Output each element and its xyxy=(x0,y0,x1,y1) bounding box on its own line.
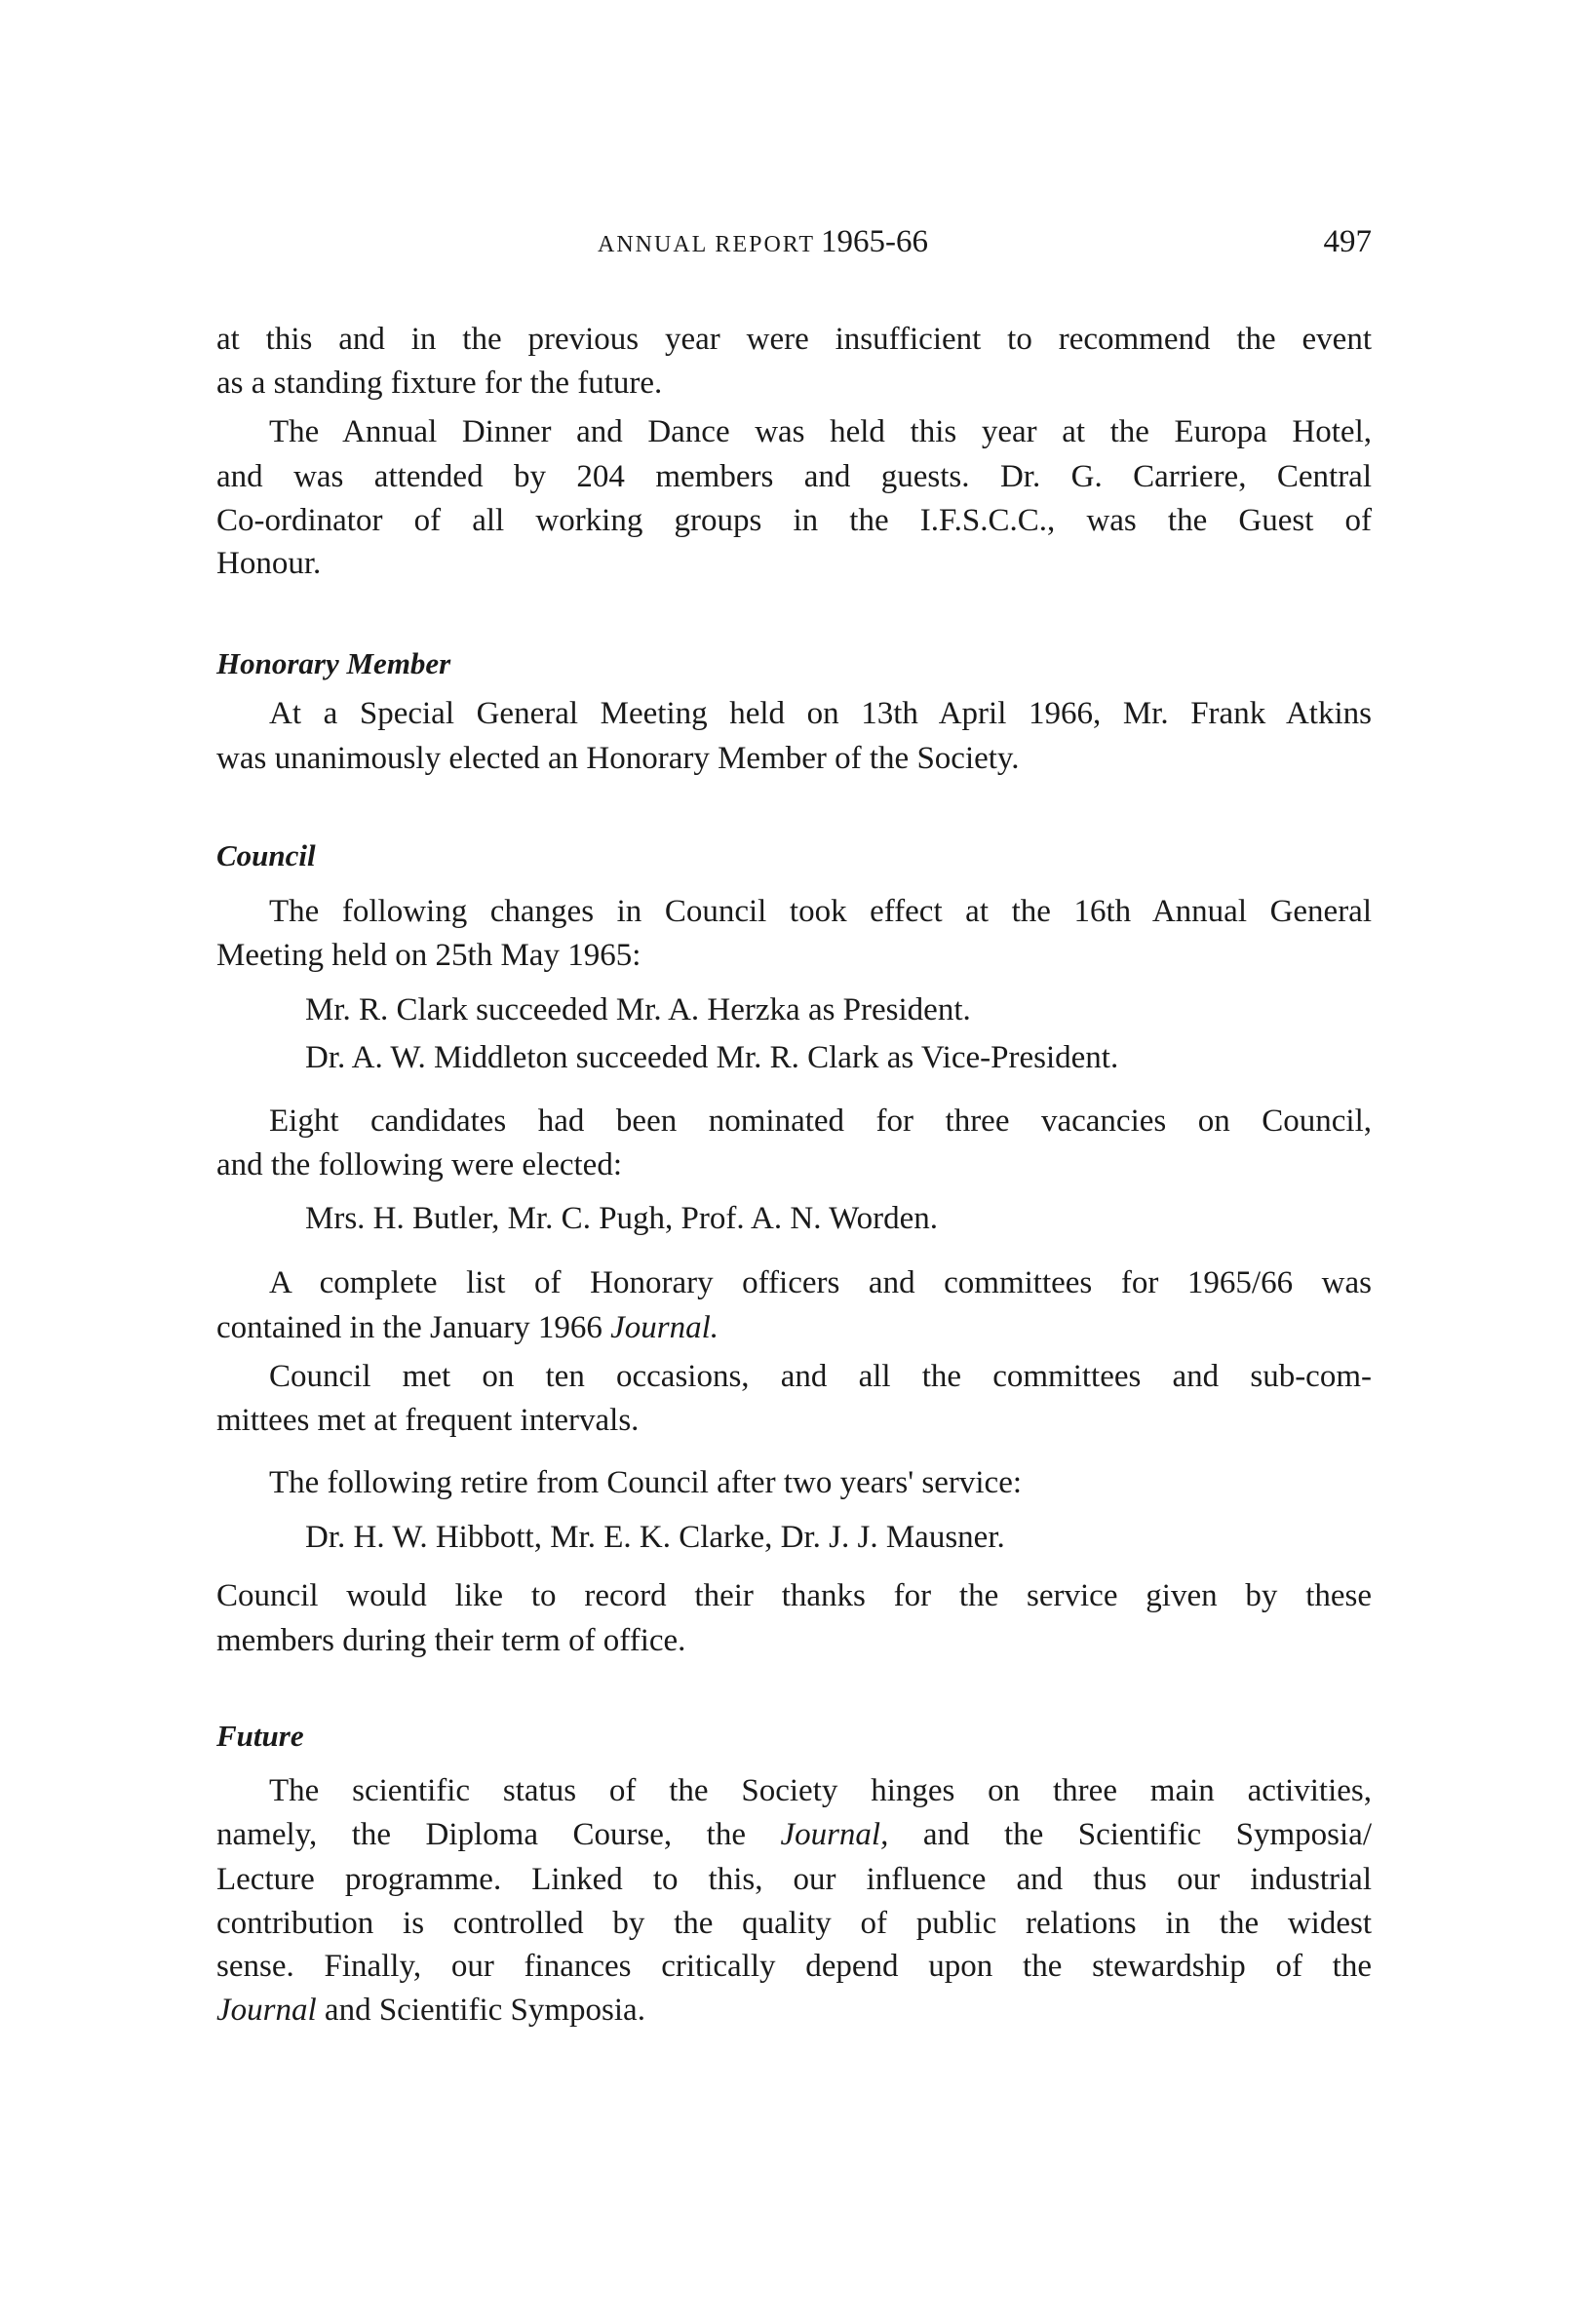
text-segment: The Annual Dinner and Dance was held this year at the Europa Hotel, xyxy=(269,414,1372,449)
text-segment: Mrs. H. Butler, Mr. C. Pugh, Prof. A. N. Worden. xyxy=(305,1201,939,1236)
text-segment: contribution is controlled by the quality of public relations in the widest xyxy=(216,1906,1372,1941)
text-line xyxy=(305,1515,1372,1560)
text-line xyxy=(216,454,1372,499)
text-segment: at this and in the previous year were insufficient to recommend the event xyxy=(216,322,1372,357)
text-segment: members during their term of office. xyxy=(216,1623,686,1658)
header-year: 1965-66 xyxy=(821,224,929,259)
text-segment: and Scientific Symposia. xyxy=(316,1993,645,2028)
text-segment: Council xyxy=(216,838,316,872)
section-heading xyxy=(216,1714,1372,1759)
text-segment: and was attended by 204 members and guests. Dr. G. Carriere, Central xyxy=(216,459,1372,494)
section-heading xyxy=(216,833,1372,878)
text-line xyxy=(269,1099,1372,1143)
text-line xyxy=(216,933,1372,978)
text-line xyxy=(216,498,1372,543)
text-segment: Eight candidates had been nominated for three vacancies on Council, xyxy=(269,1104,1372,1139)
text-segment: Co-ordinator of all working groups in the I.F.S.C.C., was the Guest of xyxy=(216,503,1372,538)
text-segment: namely, the Diploma Course, the xyxy=(216,1817,781,1852)
text-segment: Dr. A. W. Middleton succeeded Mr. R. Clark as Vice-President. xyxy=(305,1040,1119,1075)
italic-text: Journal xyxy=(216,1993,317,2028)
text-line xyxy=(216,736,1372,781)
text-segment: The following retire from Council after two years' service: xyxy=(269,1465,1023,1500)
text-line xyxy=(216,1398,1372,1443)
text-segment: as a standing fixture for the future. xyxy=(216,366,663,401)
text-segment: Dr. H. W. Hibbott, Mr. E. K. Clarke, Dr. J. J. Mausner. xyxy=(305,1520,1005,1555)
text-segment: The scientific status of the Society hinges on three main activities, xyxy=(269,1773,1372,1808)
text-segment: Future xyxy=(216,1719,304,1753)
text-line xyxy=(269,1768,1372,1813)
section-heading xyxy=(216,641,1372,686)
text-line xyxy=(216,317,1372,362)
text-segment: At a Special General Meeting held on 13th April 1966, Mr. Frank Atkins xyxy=(269,696,1372,731)
text-line xyxy=(269,691,1372,736)
text-line xyxy=(269,1260,1372,1305)
text-line xyxy=(216,1618,1372,1663)
text-segment: A complete list of Honorary officers and committees for 1965/66 was xyxy=(269,1265,1372,1300)
text-line xyxy=(305,988,1372,1032)
header-title: ANNUAL REPORT xyxy=(598,232,816,257)
text-line xyxy=(216,1901,1372,1946)
text-line xyxy=(216,1944,1372,1989)
text-segment: Mr. R. Clark succeeded Mr. A. Herzka as President. xyxy=(305,992,971,1027)
text-line xyxy=(216,1143,1372,1187)
text-line xyxy=(269,1354,1372,1399)
text-segment: Council would like to record their thanks for the service given by these xyxy=(216,1578,1372,1613)
text-segment: contained in the January 1966 xyxy=(216,1310,611,1345)
text-line xyxy=(216,1857,1372,1902)
text-line xyxy=(216,1988,1372,2033)
italic-text: Journal. xyxy=(610,1310,719,1345)
text-line xyxy=(269,889,1372,934)
text-segment: was unanimously elected an Honorary Member of the Society. xyxy=(216,741,1020,776)
running-header xyxy=(598,219,928,264)
text-segment: Council met on ten occasions, and all the committees and sub-com- xyxy=(269,1359,1372,1394)
text-segment: Lecture programme. Linked to this, our influence and thus our industrial xyxy=(216,1862,1372,1897)
text-line xyxy=(269,1460,1372,1505)
text-line xyxy=(216,1573,1372,1618)
text-segment: mittees met at frequent intervals. xyxy=(216,1403,640,1438)
text-segment: Honour. xyxy=(216,546,322,581)
page-number: 497 xyxy=(1323,224,1372,259)
text-segment: and the following were elected: xyxy=(216,1147,622,1182)
text-segment: sense. Finally, our finances critically depend upon the stewardship of the xyxy=(216,1949,1372,1984)
text-line xyxy=(269,409,1372,454)
text-line xyxy=(216,1812,1372,1857)
text-line xyxy=(305,1196,1372,1241)
italic-text: Journal, xyxy=(780,1817,889,1852)
text-line xyxy=(216,1305,1372,1350)
text-segment: Honorary Member xyxy=(216,646,451,680)
text-segment: and the Scientific Symposia/ xyxy=(888,1817,1372,1852)
text-line xyxy=(305,1035,1372,1080)
text-segment: The following changes in Council took effect at the 16th Annual General xyxy=(269,894,1372,929)
text-line xyxy=(216,541,1372,586)
text-segment: Meeting held on 25th May 1965: xyxy=(216,938,641,973)
text-line xyxy=(216,361,1372,406)
